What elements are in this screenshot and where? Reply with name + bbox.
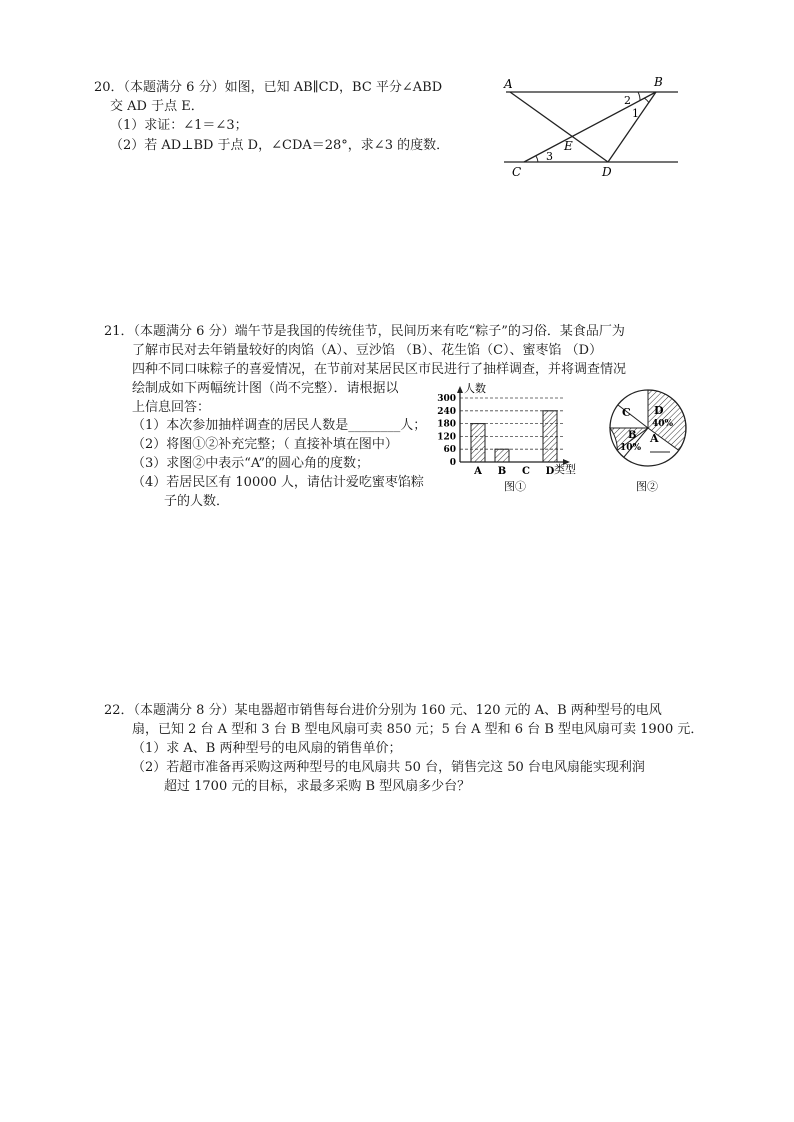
q21-part3: （3）求图②中表示“A”的圆心角的度数； — [132, 456, 370, 471]
pie-label-c: C — [622, 406, 631, 419]
label-d: D — [602, 165, 612, 179]
y-tick-label: 300 — [437, 394, 456, 404]
q20-part2: （2）若 AD⊥BD 于点 D，∠CDA＝28°，求∠3 的度数． — [110, 138, 450, 153]
label-a: A — [504, 77, 513, 91]
q21-line4: 绘制成如下两幅统计图（尚不完整）．请根据以 — [132, 381, 399, 396]
segment-bc — [524, 92, 656, 162]
q21-line5: 上信息回答： — [132, 400, 211, 415]
q22-part2: （2）若超市准备再采购这两种型号的电风扇共 50 台，销售完这 50 台电风扇能实现利润 — [132, 760, 645, 775]
pie-label-a: A — [650, 432, 659, 445]
q21-line3: 四种不同口味粽子的喜爱情况，在节前对某居民区市民进行了抽样调查，并将调查情况 — [132, 362, 627, 377]
q22-part1: （1）求 A、B 两种型号的电风扇的销售单价； — [132, 741, 402, 756]
angle-label-2: 2 — [624, 94, 631, 107]
angle-label-3: 3 — [546, 150, 553, 163]
pie-label-d: D — [654, 404, 664, 417]
q22-line2: 扇，已知 2 台 A 型和 3 台 B 型电风扇可卖 850 元；5 台 A 型和 6 台 B 型电风扇可卖 1900 元． — [132, 722, 704, 737]
y-axis-label: 人数 — [464, 382, 486, 395]
q20-line2: 交 AD 于点 E． — [110, 99, 204, 114]
y-axis-arrow — [457, 386, 463, 393]
q20-part1: （1）求证：∠1＝∠3； — [110, 118, 248, 133]
y-tick-label: 60 — [443, 445, 456, 456]
category-label-d: D — [545, 466, 555, 477]
q21-line1: 21．（本题满分 6 分）端午节是我国的传统佳节，民间历来有吃“粽子”的习俗．某食品厂为 — [104, 324, 625, 339]
bar-a — [471, 424, 485, 462]
y-tick-label: 240 — [437, 406, 456, 417]
chart-caption: 图① — [504, 480, 526, 493]
pie-caption: 图② — [636, 480, 658, 493]
q21-line2: 了解市民对去年销量较好的肉馅（A）、豆沙馅 （B）、花生馅（C）、蜜枣馅 （D） — [132, 343, 603, 358]
y-tick-label: 0 — [449, 458, 456, 468]
y-tick-label: 180 — [437, 419, 456, 430]
label-e: E — [564, 139, 573, 153]
q21-part4-cont: 子的人数． — [164, 494, 230, 509]
category-label-c: C — [522, 466, 530, 477]
category-label-a: A — [474, 466, 482, 477]
bar-d — [543, 411, 557, 462]
x-axis-label: 类型 — [554, 463, 576, 476]
label-c: C — [512, 165, 522, 179]
label-b: B — [654, 75, 663, 89]
bar-b — [495, 449, 509, 462]
segment-ad — [510, 92, 608, 162]
q20-geometry-figure — [498, 72, 688, 184]
q22-part2-cont: 超过 1700 元的目标，求最多采购 B 型风扇多少台？ — [164, 779, 471, 794]
pie-label-b: B — [628, 430, 637, 441]
bar-chart-figure1 — [426, 380, 590, 496]
q21-part4: （4）若居民区有 10000 人，请估计爱吃蜜枣馅粽 — [132, 475, 424, 490]
pie-chart-figure2 — [600, 384, 696, 496]
q20-line1: 20．（本题满分 6 分）如图，已知 AB∥CD，BC 平分∠ABD — [94, 80, 443, 95]
y-tick-label: 120 — [437, 432, 456, 443]
q22-line1: 22．（本题满分 8 分）某电器超市销售每台进价分别为 160 元、120 元的 A、B 两种型号的电风 — [104, 703, 662, 718]
pie-pct-b: 10% — [620, 443, 642, 453]
q21-part1: （1）本次参加抽样调查的居民人数是________人； — [132, 418, 427, 433]
pie-pct-d: 40% — [652, 419, 674, 429]
category-label-b: B — [497, 466, 507, 477]
q21-part2: （2）将图①②补充完整；（ 直接补填在图中） — [132, 437, 398, 452]
angle-label-1: 1 — [632, 107, 639, 120]
